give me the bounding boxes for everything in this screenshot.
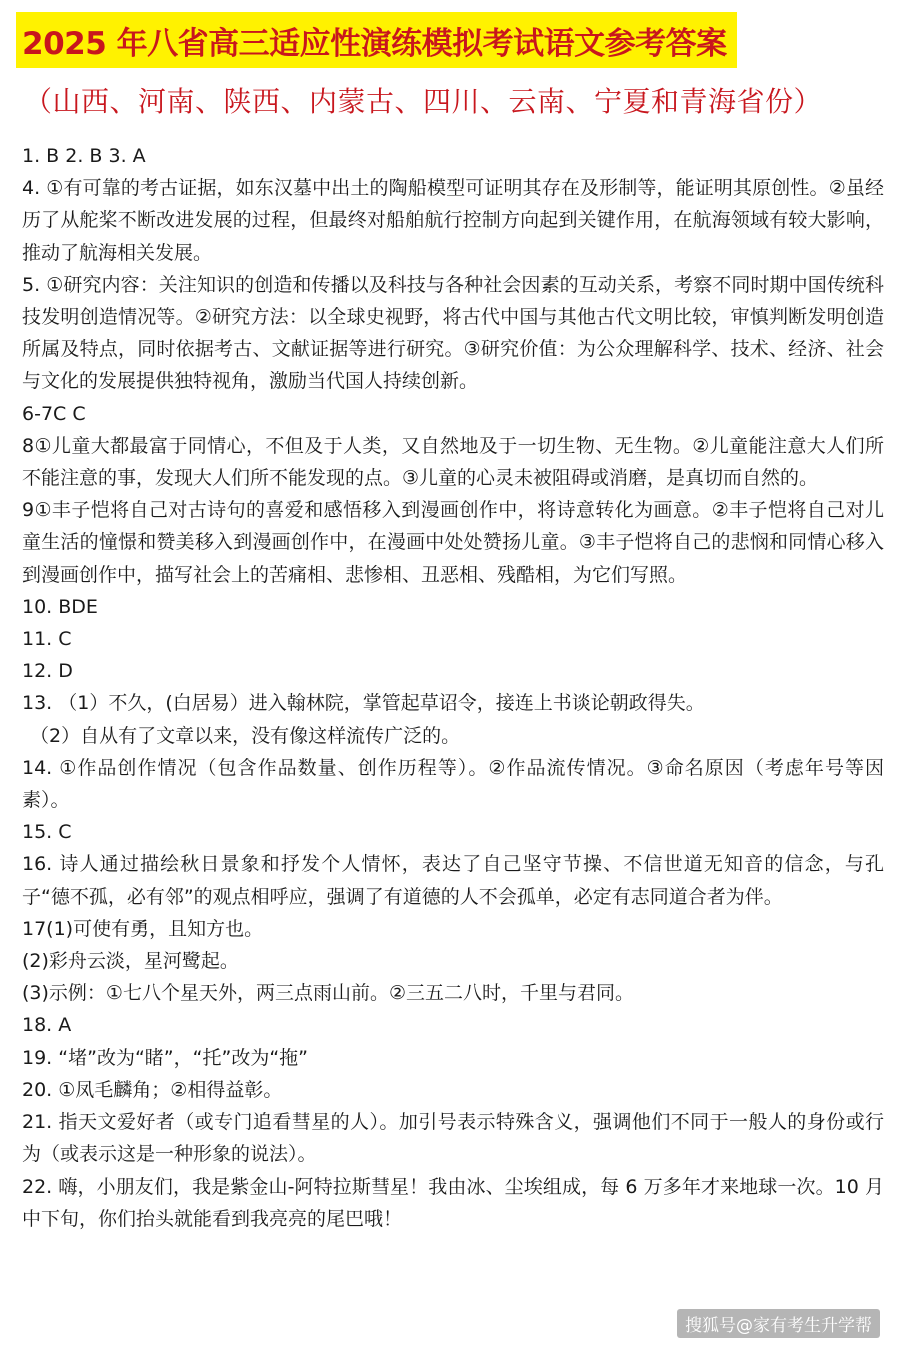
answer-20: 20. ①凤毛麟角；②相得益彰。 bbox=[22, 1078, 283, 1101]
answer-17-3: (3)示例：①七八个星天外，两三点雨山前。②三五二八时，千里与君同。 bbox=[22, 982, 634, 1005]
answer-12: 12. D bbox=[22, 660, 73, 683]
answer-6-7: 6-7C C bbox=[22, 402, 86, 425]
answer-19: 19. “堵”改为“睹”，“托”改为“拖” bbox=[22, 1046, 309, 1069]
answer-1-3: 1. B 2. B 3. A bbox=[22, 145, 146, 167]
answer-10: 10. BDE bbox=[22, 595, 98, 618]
answer-15: 15. C bbox=[22, 821, 72, 844]
answer-list bbox=[22, 140, 884, 1235]
answer-16: 16. 诗人通过描绘秋日景象和抒发个人情怀，表达了自己坚守节操、不信世道无知音的信念，与孔子“德不孤，必有邻”的观点相呼应，强调了有道德的人不会孤单，必定有志同道合者为伴。 bbox=[22, 853, 884, 908]
answer-21: 21. 指天文爱好者（或专门追看彗星的人）。加引号表示特殊含义，强调他们不同于一般人的身份或行为（或表示这是一种形象的说法）。 bbox=[22, 1111, 884, 1166]
answer-13-2: （2）自从有了文章以来，没有像这样流传广泛的。 bbox=[30, 724, 461, 747]
answer-14: 14. ①作品创作情况（包含作品数量、创作历程等）。②作品流传情况。③命名原因（考虑年号等因素）。 bbox=[22, 756, 884, 812]
answer-13-1: 13. （1）不久，(白居易）进入翰林院，掌管起草诏令，接连上书谈论朝政得失。 bbox=[22, 692, 705, 715]
answer-11: 11. C bbox=[22, 628, 72, 651]
page-title: 2025 年八省高三适应性演练模拟考试语文参考答案 bbox=[22, 25, 727, 62]
title-highlight bbox=[16, 12, 737, 68]
answer-4: 4. ①有可靠的考古证据，如东汉墓中出土的陶船模型可证明其存在及形制等，能证明其原创性。②虽经历了从舵桨不断改进发展的过程，但最终对船舶航行控制方向起到关键作用，在航海领域有较大影响，推动了航海相关发展。 bbox=[22, 177, 884, 264]
answer-17-2: (2)彩舟云淡，星河鹭起。 bbox=[22, 950, 239, 973]
answer-17-1: 17(1)可使有勇，且知方也。 bbox=[22, 917, 264, 940]
answer-22: 22. 嗨，小朋友们，我是紫金山-阿特拉斯彗星！我由冰、尘埃组成，每 6 万多年才来地球一次。10 月中下旬，你们抬头就能看到我亮亮的尾巴哦！ bbox=[22, 1175, 884, 1230]
answer-8: 8①儿童大都最富于同情心，不但及于人类，又自然地及于一切生物、无生物。②儿童能注意大人们所不能注意的事，发现大人们所不能发现的点。③儿童的心灵未被阻碍或消磨，是真切而自然的。 bbox=[22, 434, 884, 490]
page-subtitle: （山西、河南、陕西、内蒙古、四川、云南、宁夏和青海省份） bbox=[24, 85, 823, 118]
answer-9: 9①丰子恺将自己对古诗句的喜爱和感悟移入到漫画创作中，将诗意转化为画意。②丰子恺将自己对儿童生活的憧憬和赞美移入到漫画创作中，在漫画中处处赞扬儿童。③丰子恺将自己的悲悯和同情心移入到漫画创作中，描写社会上的苦痛相、悲惨相、丑恶相、残酷相，为它们写照。 bbox=[22, 499, 884, 586]
answer-5: 5. ①研究内容：关注知识的创造和传播以及科技与各种社会因素的互动关系，考察不同时期中国传统科技发明创造情况等。②研究方法：以全球史视野，将古代中国与其他古代文明比较，审慎判断发明创造所属及特点，同时依据考古、文献证据等进行研究。③研究价值：为公众理解科学、技术、经济、社会与文化的发展提供独特视角，激励当代国人持续创新。 bbox=[22, 273, 884, 393]
watermark: 搜狐号@家有考生升学帮 bbox=[677, 1309, 880, 1338]
answer-18: 18. A bbox=[22, 1014, 72, 1037]
